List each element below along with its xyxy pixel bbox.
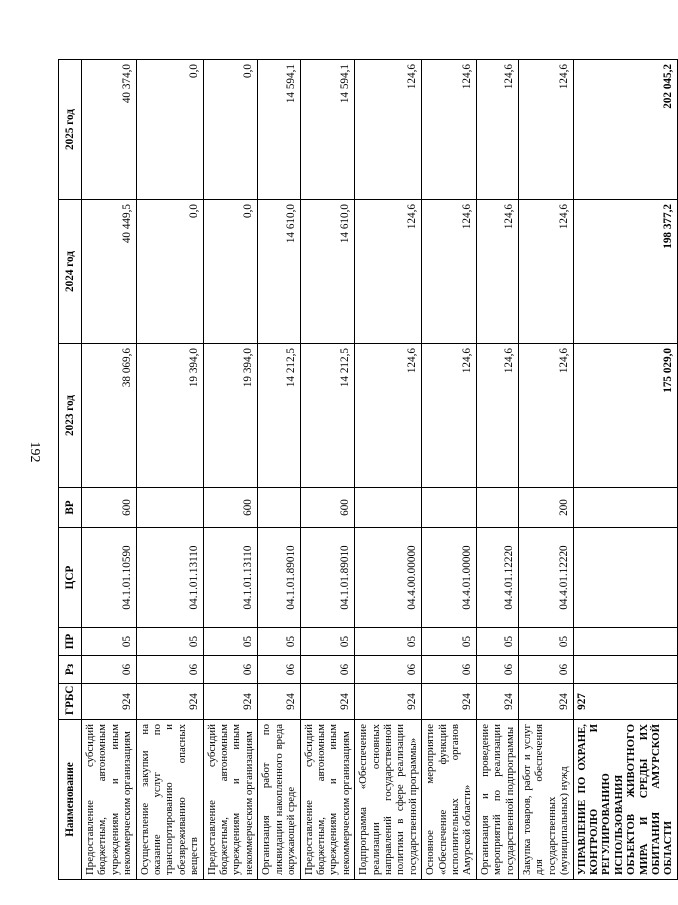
row-vr: 600 xyxy=(300,488,355,528)
row-grbs: 924 xyxy=(355,684,422,720)
row-grbs: 924 xyxy=(300,684,355,720)
row-csr: 04.1.01.13110 xyxy=(136,528,203,628)
row-rz: 06 xyxy=(136,656,203,684)
row-csr: 04.1.01.89010 xyxy=(300,528,355,628)
row-csr: 04.4.01.00000 xyxy=(422,528,477,628)
row-pr: 05 xyxy=(476,628,518,656)
row-2024: 40 449,5 xyxy=(82,200,137,344)
row-2024: 124,6 xyxy=(355,200,422,344)
row-2023: 38 069,6 xyxy=(82,344,137,488)
page-number: 192 xyxy=(27,441,42,463)
row-grbs: 924 xyxy=(136,684,203,720)
row-2023: 14 212,5 xyxy=(258,344,300,488)
row-2023: 124,6 xyxy=(519,344,574,488)
header-grbs: ГРБС xyxy=(59,684,82,720)
row-pr: 05 xyxy=(519,628,574,656)
row-csr: 04.1.01.10590 xyxy=(82,528,137,628)
row-vr xyxy=(476,488,518,528)
table-row xyxy=(519,60,574,880)
table-row xyxy=(355,60,422,880)
rotated-table-wrapper xyxy=(58,60,675,880)
row-2025: 14 594,1 xyxy=(258,60,300,200)
row-rz: 06 xyxy=(476,656,518,684)
row-grbs: 924 xyxy=(422,684,477,720)
row-grbs: 924 xyxy=(258,684,300,720)
row-2024: 14 610,0 xyxy=(258,200,300,344)
row-csr: 04.1.01.13110 xyxy=(203,528,258,628)
row-vr xyxy=(422,488,477,528)
row-2023: 19 394,0 xyxy=(203,344,258,488)
table-row xyxy=(422,60,477,880)
row-pr: 05 xyxy=(203,628,258,656)
row-rz: 06 xyxy=(300,656,355,684)
row-pr: 05 xyxy=(355,628,422,656)
row-grbs: 924 xyxy=(476,684,518,720)
table-row-total xyxy=(573,60,677,880)
row-2024: 124,6 xyxy=(476,200,518,344)
row-rz xyxy=(573,656,677,684)
row-2024: 124,6 xyxy=(519,200,574,344)
header-name: Наименование xyxy=(59,720,82,880)
header-rz: Рз xyxy=(59,656,82,684)
header-csr: ЦСР xyxy=(59,528,82,628)
header-vr: ВР xyxy=(59,488,82,528)
budget-table xyxy=(58,59,678,880)
row-vr: 600 xyxy=(203,488,258,528)
table-row xyxy=(300,60,355,880)
row-pr: 05 xyxy=(422,628,477,656)
header-2023: 2023 год xyxy=(59,344,82,488)
row-2025: 14 594,1 xyxy=(300,60,355,200)
row-pr: 05 xyxy=(300,628,355,656)
table-row xyxy=(476,60,518,880)
row-2025: 0,0 xyxy=(136,60,203,200)
row-name: Подпрограмма «Обеспечение реализации основных направлений государственной политики в сфере реализации государственной программы» xyxy=(355,720,422,880)
table-row xyxy=(82,60,137,880)
row-name: Закупка товаров, работ и услуг для обеспечения государственных (муниципальных) нужд xyxy=(519,720,574,880)
row-2024: 0,0 xyxy=(136,200,203,344)
row-2023: 124,6 xyxy=(422,344,477,488)
row-grbs: 924 xyxy=(203,684,258,720)
row-name: Предоставление субсидий бюджетным, автономным учреждениям и иным некоммерческим организациям xyxy=(300,720,355,880)
row-rz: 06 xyxy=(203,656,258,684)
row-name: УПРАВЛЕНИЕ ПО ОХРАНЕ, КОНТРОЛЮ И РЕГУЛИРОВАНИЮ ИСПОЛЬЗОВАНИЯ ОБЪЕКТОВ ЖИВОТНОГО МИРА И СРЕДЫ ИХ ОБИТАНИЯ АМУРСКОЙ ОБЛАСТИ xyxy=(573,720,677,880)
row-vr xyxy=(573,488,677,528)
row-pr: 05 xyxy=(258,628,300,656)
row-name: Осуществление закупки на оказание услуг по транспортированию и обезвреживанию опасных веществ xyxy=(136,720,203,880)
row-rz: 06 xyxy=(258,656,300,684)
table-row xyxy=(203,60,258,880)
row-rz: 06 xyxy=(422,656,477,684)
row-2023: 19 394,0 xyxy=(136,344,203,488)
row-2025: 124,6 xyxy=(519,60,574,200)
row-pr: 05 xyxy=(82,628,137,656)
row-csr: 04.4.00.00000 xyxy=(355,528,422,628)
row-2024: 124,6 xyxy=(422,200,477,344)
row-2024: 198 377,2 xyxy=(573,200,677,344)
row-2023: 14 212,5 xyxy=(300,344,355,488)
row-grbs: 924 xyxy=(82,684,137,720)
row-name: Организация работ по ликвидации накопленного вреда окружающей среде xyxy=(258,720,300,880)
row-csr: 04.4.01.12220 xyxy=(476,528,518,628)
row-2023: 175 029,0 xyxy=(573,344,677,488)
row-2025: 124,6 xyxy=(476,60,518,200)
table-row xyxy=(136,60,203,880)
row-vr: 200 xyxy=(519,488,574,528)
row-vr: 600 xyxy=(82,488,137,528)
row-2025: 124,6 xyxy=(355,60,422,200)
row-csr xyxy=(573,528,677,628)
row-vr xyxy=(355,488,422,528)
header-2024: 2024 год xyxy=(59,200,82,344)
row-pr xyxy=(573,628,677,656)
row-2024: 14 610,0 xyxy=(300,200,355,344)
row-rz: 06 xyxy=(519,656,574,684)
header-row xyxy=(59,60,82,880)
row-grbs: 927 xyxy=(573,684,677,720)
row-2025: 40 374,0 xyxy=(82,60,137,200)
row-2024: 0,0 xyxy=(203,200,258,344)
row-name: Организация и проведение мероприятий по реализации государственной подпрограммы xyxy=(476,720,518,880)
row-2023: 124,6 xyxy=(355,344,422,488)
row-csr: 04.1.01.89010 xyxy=(258,528,300,628)
row-csr: 04.4.01.12220 xyxy=(519,528,574,628)
row-2025: 202 045,2 xyxy=(573,60,677,200)
row-name: Предоставление субсидий бюджетным, автономным учреждениям и иным некоммерческим организациям xyxy=(203,720,258,880)
table-row xyxy=(258,60,300,880)
row-vr xyxy=(258,488,300,528)
row-grbs: 924 xyxy=(519,684,574,720)
row-pr: 05 xyxy=(136,628,203,656)
row-name: Основное мероприятие «Обеспечение функций исполнительных органов Амурской области» xyxy=(422,720,477,880)
row-vr xyxy=(136,488,203,528)
row-2025: 0,0 xyxy=(203,60,258,200)
row-rz: 06 xyxy=(82,656,137,684)
header-2025: 2025 год xyxy=(59,60,82,200)
row-2025: 124,6 xyxy=(422,60,477,200)
row-name: Предоставление субсидий бюджетным, автономным учреждениям и иным некоммерческим организациям xyxy=(82,720,137,880)
row-2023: 124,6 xyxy=(476,344,518,488)
row-rz: 06 xyxy=(355,656,422,684)
header-pr: ПР xyxy=(59,628,82,656)
